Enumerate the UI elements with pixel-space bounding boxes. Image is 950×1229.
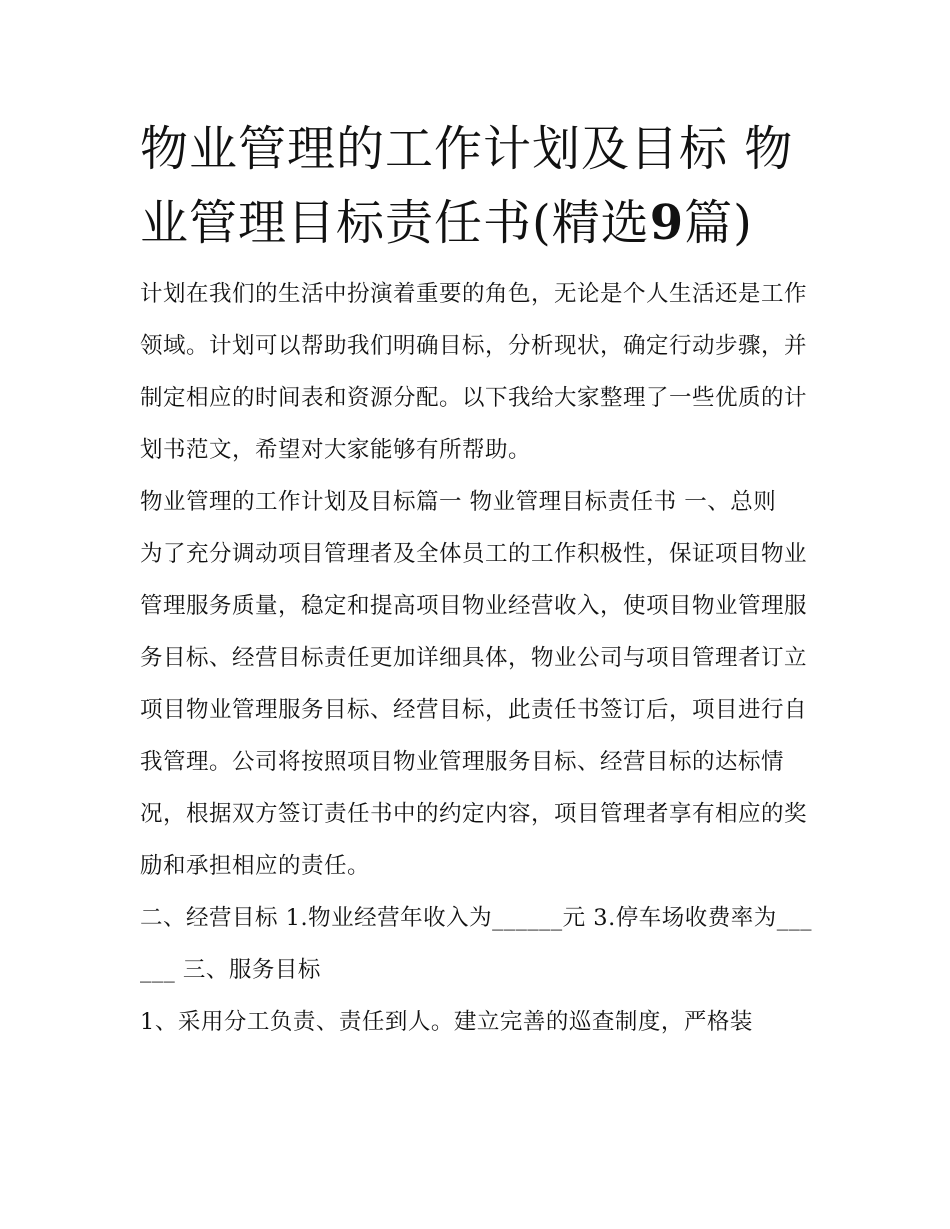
title-text-part1: 物业管理的工作计划及目标 物业管理目标责任书(精选 <box>140 121 794 251</box>
intro-paragraph: 计划在我们的生活中扮演着重要的角色，无论是个人生活还是工作领域。计划可以帮助我们明确目标，分析现状，确定行动步骤，并制定相应的时间表和资源分配。以下我给大家整理了一些优质的计划书范文，希望对大家能够有所帮助。 <box>140 281 808 463</box>
document-title <box>140 112 815 260</box>
title-text-part2: 篇) <box>684 195 753 251</box>
service-item-paragraph: 1、采用分工负责、责任到人。建立完善的巡查制度，严格装 <box>140 1009 753 1035</box>
body-paragraph: 为了充分调动项目管理者及全体员工的工作积极性，保证项目物业管理服务质量，稳定和提高项目物业经营收入，使项目物业管理服务目标、经营目标责任更加详细具体，物业公司与项目管理者订立项目物业管理服务目标、经营目标，此责任书签订后，项目进行自我管理。公司将按照项目物业管理服务目标、经营目标的达标情况，根据双方签订责任书中的约定内容，项目管理者享有相应的奖励和承担相应的责任。 <box>140 541 808 879</box>
title-number: 9 <box>649 195 685 251</box>
section-heading: 物业管理的工作计划及目标篇一 物业管理目标责任书 一、总则 <box>140 489 777 515</box>
business-targets-paragraph: 二、经营目标 1.物业经营年收入为______元 3.停车场收费率为______ 三、服务目标 <box>140 905 812 983</box>
document-page <box>140 112 815 1048</box>
